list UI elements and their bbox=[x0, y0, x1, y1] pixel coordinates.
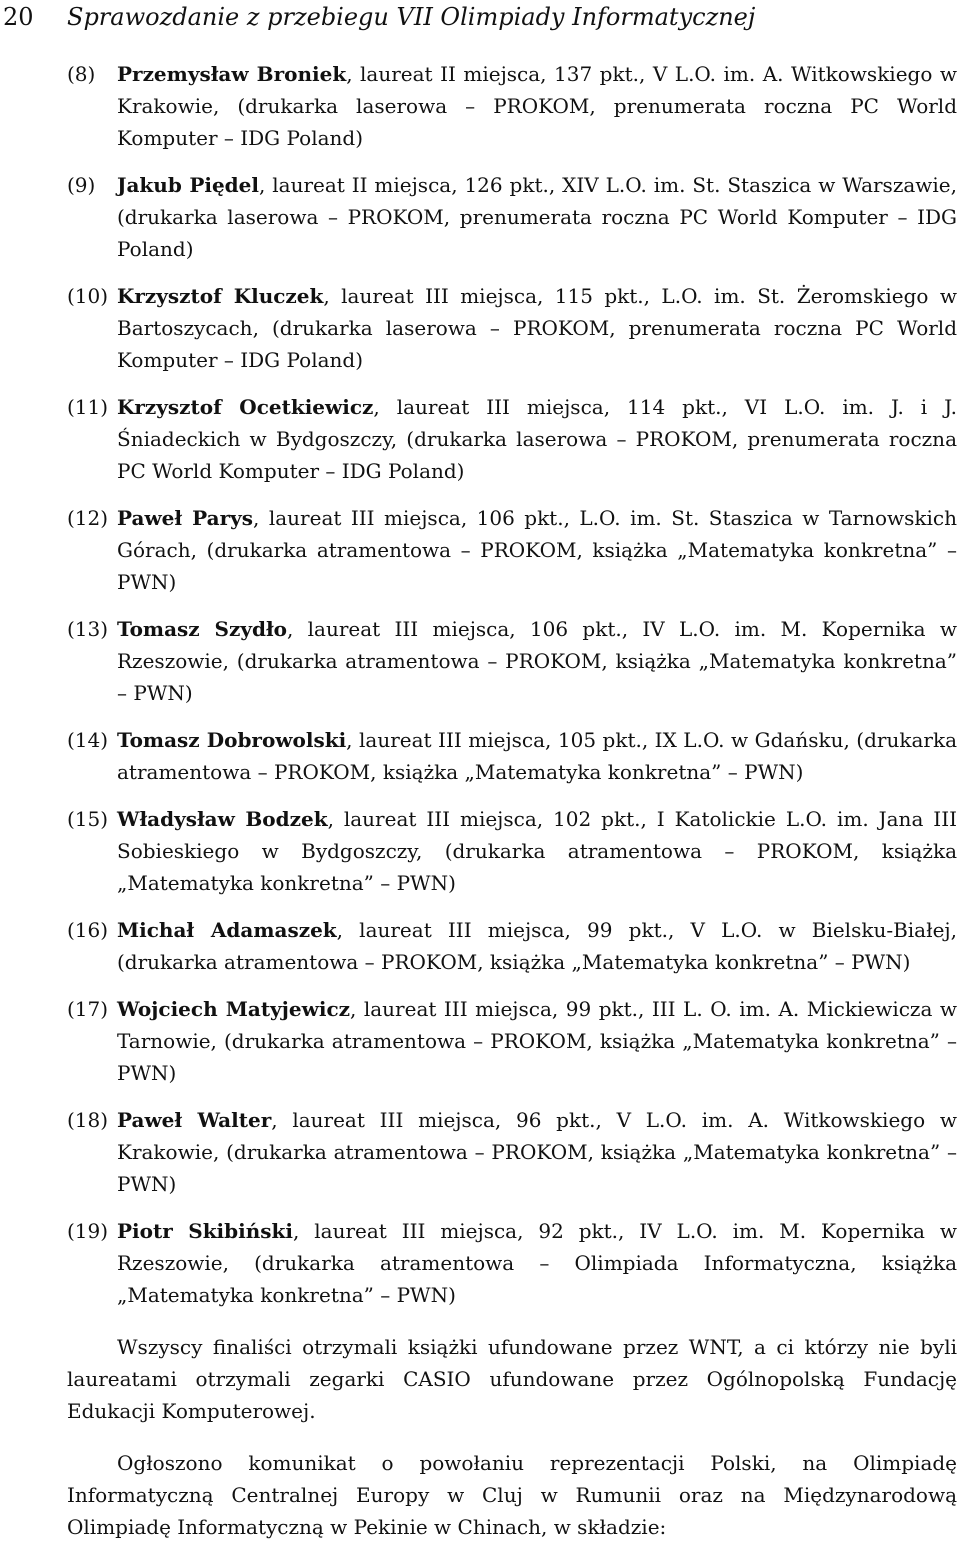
list-item bbox=[67, 613, 958, 709]
laureate-details: , laureat III miejsca, 99 pkt., V L.O. w Bielsku-Białej, (drukarka atramentowa – PROKOM, książka „Matematyka konkretna” – PWN) bbox=[117, 918, 957, 974]
laureate-name: Krzysztof Ocetkiewicz bbox=[117, 395, 374, 419]
item-number: (18) bbox=[67, 1108, 109, 1132]
laureate-details: , laureat III miejsca, 105 pkt., IX L.O. w Gdańsku, (drukarka atramentowa – PROKOM, książka „Matematyka konkretna” – PWN) bbox=[117, 728, 957, 784]
laureate-name: Tomasz Dobrowolski bbox=[117, 728, 347, 752]
laureate-name: Tomasz Szydło bbox=[117, 617, 288, 641]
body-paragraph-finalists: Wszyscy finaliści otrzymali książki ufundowane przez WNT, a ci którzy nie byli laureatami otrzymali zegarki CASIO ufundowane przez Ogólnopolską Fundację Edukacji Komputerowej. bbox=[67, 1335, 957, 1423]
item-number: (11) bbox=[67, 395, 109, 419]
laureate-name: Przemysław Broniek bbox=[117, 62, 347, 86]
page-header bbox=[0, 0, 960, 34]
laureate-details: , laureat III miejsca, 106 pkt., IV L.O. im. M. Kopernika w Rzeszowie, (drukarka atramentowa – PROKOM, książka „Matematyka konkretna” – PWN) bbox=[117, 617, 958, 705]
list-item bbox=[67, 1215, 957, 1311]
list-item bbox=[67, 280, 957, 376]
running-title: Sprawozdanie z przebiegu VII Olimpiady Informatycznej bbox=[67, 3, 756, 31]
list-item bbox=[67, 58, 957, 154]
list-item bbox=[67, 803, 957, 899]
item-number: (17) bbox=[67, 997, 109, 1021]
list-item bbox=[67, 169, 957, 265]
item-number: (12) bbox=[67, 506, 109, 530]
laureate-details: , laureat III miejsca, 96 pkt., V L.O. im. A. Witkowskiego w Krakowie, (drukarka atramentowa – PROKOM, książka „Matematyka konkretna” – PWN) bbox=[117, 1108, 957, 1196]
laureate-name: Piotr Skibiński bbox=[117, 1219, 293, 1243]
laureate-details: , laureat III miejsca, 102 pkt., I Katolickie L.O. im. Jana III Sobieskiego w Bydgoszczy, (drukarka atramentowa – PROKOM, książka „Matematyka konkretna” – PWN) bbox=[117, 807, 957, 895]
item-number: (15) bbox=[67, 807, 109, 831]
laureate-name: Paweł Walter bbox=[117, 1108, 272, 1132]
list-item bbox=[67, 391, 957, 487]
item-number: (8) bbox=[67, 62, 96, 86]
laureate-name: Jakub Piędel bbox=[117, 173, 259, 197]
laureate-name: Wojciech Matyjewicz bbox=[117, 997, 350, 1021]
laureate-details: , laureat III miejsca, 99 pkt., III L. O. im. A. Mickiewicza w Tarnowie, (drukarka atramentowa – PROKOM, książka „Matematyka konkretna” – PWN) bbox=[117, 997, 957, 1085]
body-paragraph-team: Ogłoszono komunikat o powołaniu reprezentacji Polski, na Olimpiadę Informatyczną Centralnej Europy w Cluj w Rumunii oraz na Międzynarodową Olimpiadę Informatyczną w Pekinie w Chinach, w składzie: bbox=[67, 1451, 957, 1539]
laureate-details: , laureat III miejsca, 114 pkt., VI L.O. im. J. i J. Śniadeckich w Bydgoszczy, (drukarka laserowa – PROKOM, prenumerata roczna PC World Komputer – IDG Poland) bbox=[117, 395, 957, 483]
list-item bbox=[67, 1104, 957, 1200]
laureate-details: , laureat III miejsca, 115 pkt., L.O. im. St. Żeromskiego w Bartoszycach, (drukarka laserowa – PROKOM, prenumerata roczna PC World Komputer – IDG Poland) bbox=[117, 284, 957, 372]
laureate-details: , laureat II miejsca, 126 pkt., XIV L.O. im. St. Staszica w Warszawie, (drukarka laserowa – PROKOM, prenumerata roczna PC World Komputer – IDG Poland) bbox=[117, 173, 957, 261]
list-item bbox=[67, 914, 957, 978]
laureate-details: , laureat III miejsca, 106 pkt., L.O. im. St. Staszica w Tarnowskich Górach, (drukarka atramentowa – PROKOM, książka „Matematyka konkretna” – PWN) bbox=[117, 506, 957, 594]
list-item bbox=[67, 502, 957, 598]
item-number: (14) bbox=[67, 728, 109, 752]
laureate-name: Krzysztof Kluczek bbox=[117, 284, 324, 308]
laureate-details: , laureat II miejsca, 137 pkt., V L.O. im. A. Witkowskiego w Krakowie, (drukarka laserowa – PROKOM, prenumerata roczna PC World Komputer – IDG Poland) bbox=[117, 62, 957, 150]
laureate-list bbox=[0, 58, 960, 1548]
laureate-name: Michał Adamaszek bbox=[117, 918, 337, 942]
laureate-name: Paweł Parys bbox=[117, 506, 254, 530]
page-number: 20 bbox=[3, 3, 34, 31]
item-number: (16) bbox=[67, 918, 109, 942]
list-item bbox=[67, 993, 957, 1089]
list-item bbox=[67, 724, 957, 788]
laureate-details: , laureat III miejsca, 92 pkt., IV L.O. im. M. Kopernika w Rzeszowie, (drukarka atramentowa – Olimpiada Informatyczna, książka „Matematyka konkretna” – PWN) bbox=[117, 1219, 957, 1307]
item-number: (13) bbox=[67, 617, 109, 641]
item-number: (10) bbox=[67, 284, 109, 308]
item-number: (19) bbox=[67, 1219, 109, 1243]
item-number: (9) bbox=[67, 173, 96, 197]
laureate-name: Władysław Bodzek bbox=[117, 807, 328, 831]
